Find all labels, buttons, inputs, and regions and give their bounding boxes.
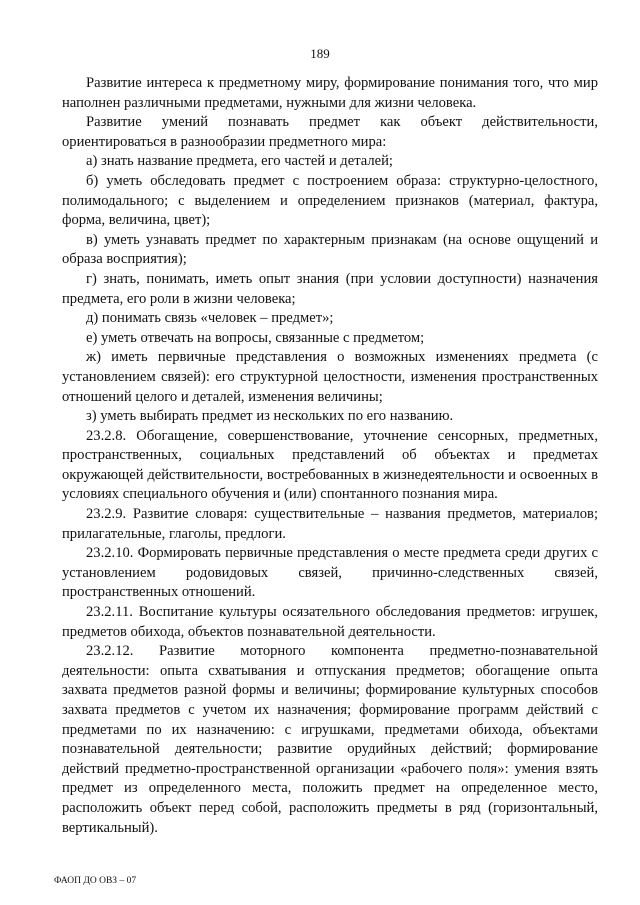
list-item: г) знать, понимать, иметь опыт знания (при условии доступности) назначения предмета, его роли в жизни человека; [62, 270, 598, 307]
section-paragraph: 23.2.12. Развитие моторного компонента предметно-познавательной деятельности: опыта схватывания и отпускания предметов; обогащение опыта захвата предметов разной формы и величины; формирование культурных способов захвата предметов с учетом их назначения; формирование программ действий с предметами по их назначению: с игрушками, предметами обихода, объектами познавательной деятельности; развитие орудийных действий; формирование действий предметно-пространственной организации «рабочего поля»: умения взять предмет из определенного места, положить предмет на определенное место, расположить объект перед собой, расположить предметы в ряд (горизонтальный, вертикальный). [62, 643, 598, 836]
list-item: е) уметь отвечать на вопросы, связанные с предметом; [86, 329, 425, 346]
list-item: в) уметь узнавать предмет по характерным признакам (на основе ощущений и образа восприятия); [62, 231, 598, 268]
paragraph: Развитие интереса к предметному миру, формирование понимания того, что мир наполнен различными предметами, нужными для жизни человека. [62, 75, 598, 111]
list-item: б) уметь обследовать предмет с построением образа: структурно-целостного, полимодального; с выделением и определением признаков (материал, фактура, форма, величина, цвет); [62, 172, 598, 229]
page-content [62, 74, 598, 838]
document-footer: ФАОП ДО ОВЗ – 07 [54, 876, 137, 886]
page-number: 189 [310, 46, 330, 61]
section-paragraph: 23.2.11. Воспитание культуры осязательного обследования предметов: игрушек, предметов обихода, объектов познавательной деятельности. [62, 604, 598, 640]
section-paragraph: 23.2.10. Формировать первичные представления о месте предмета среди других с установлением родовидовых связей, причинно-следственных связей, пространственных отношений. [62, 545, 598, 601]
list-item: з) уметь выбирать предмет из нескольких по его названию. [86, 408, 454, 425]
section-paragraph: 23.2.9. Развитие словаря: существительные – названия предметов, материалов; прилагательные, глаголы, предлоги. [62, 506, 598, 542]
list-item: а) знать название предмета, его частей и деталей; [86, 153, 393, 170]
list-item: ж) иметь первичные представления о возможных изменениях предмета (с установлением связей): его структурной целостности, изменения пространственных отношений целого и деталей, изменения величины; [62, 349, 598, 405]
section-paragraph: 23.2.8. Обогащение, совершенствование, уточнение сенсорных, предметных, пространственных, социальных представлений об объектах и предметах окружающей действительности, востребованных в жизнедеятельности и освоенных в условиях специального обучения и (или) спонтанного познания мира. [62, 427, 598, 503]
list-item: д) понимать связь «человек – предмет»; [86, 310, 334, 327]
paragraph: Развитие умений познавать предмет как объект действительности, ориентироваться в разнообразии предметного мира: [62, 114, 598, 150]
